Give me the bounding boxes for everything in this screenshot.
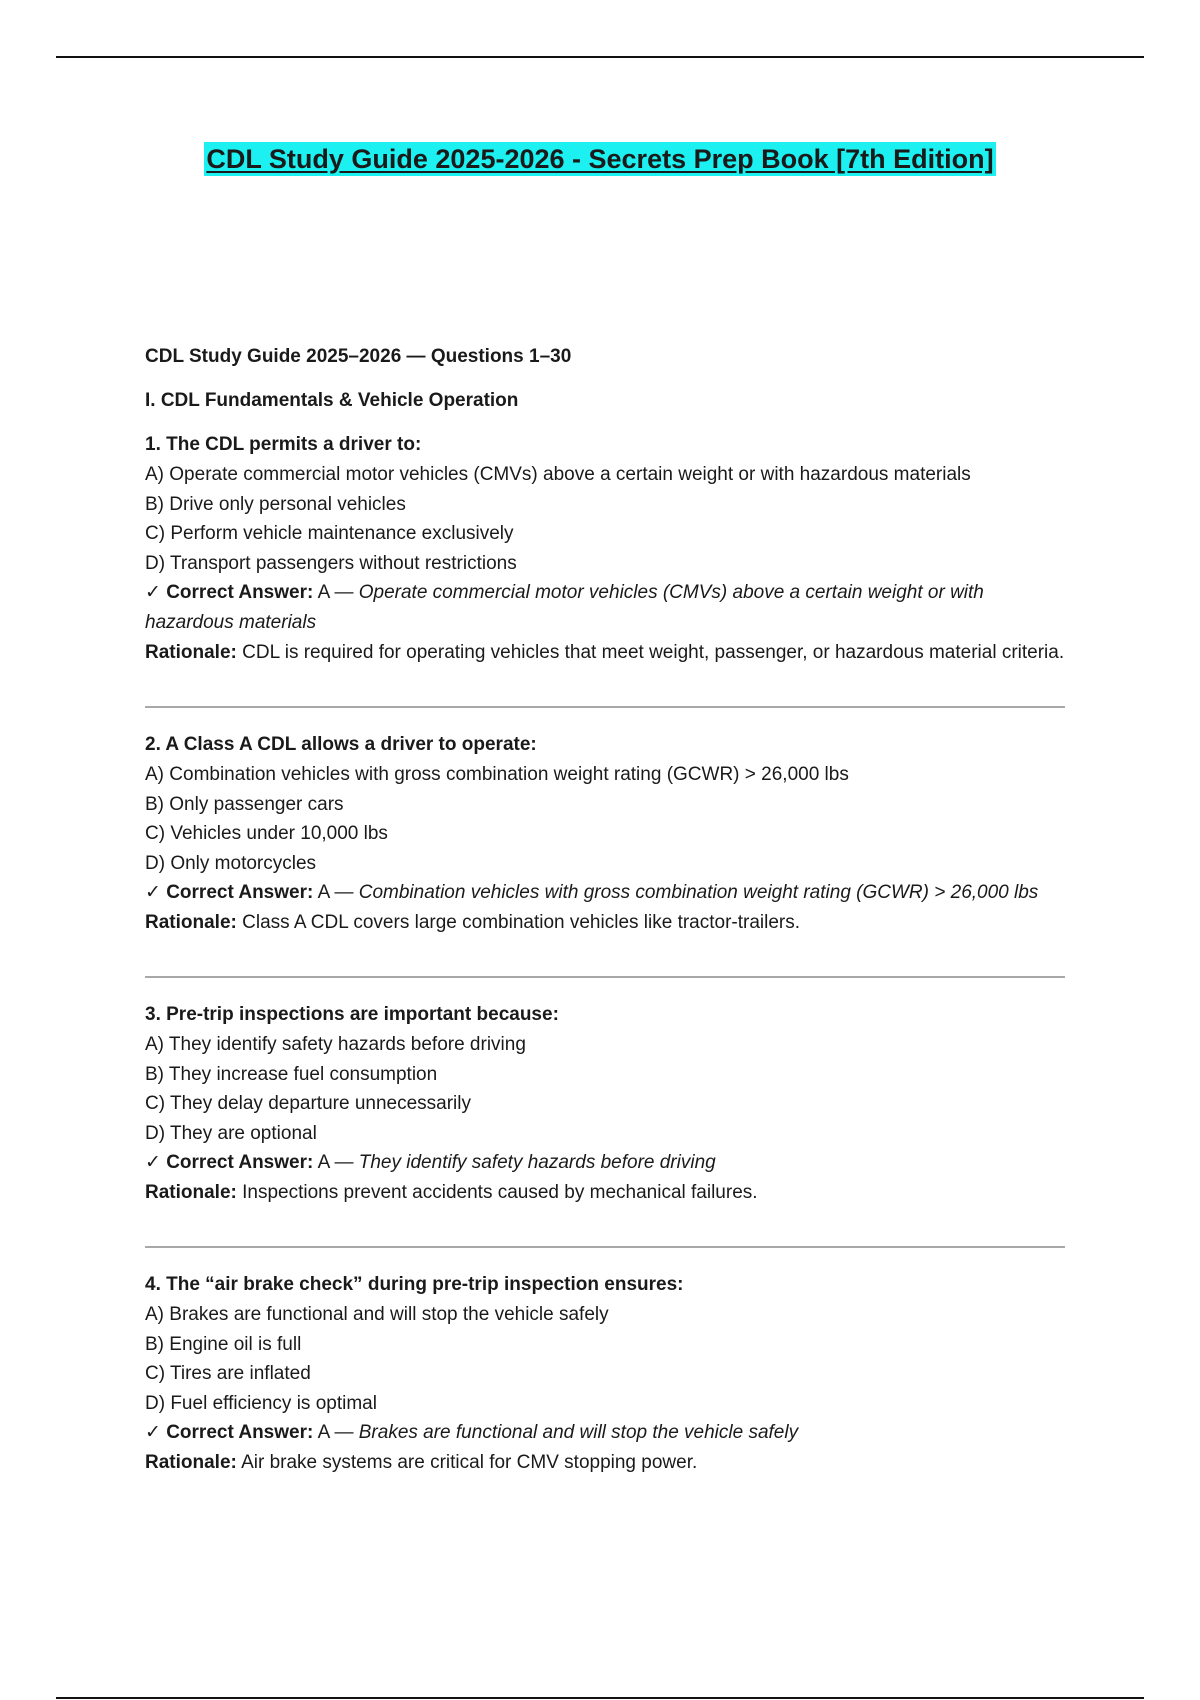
option-d: D) Transport passengers without restrictions xyxy=(145,552,517,574)
rationale xyxy=(145,638,1065,668)
answer-text: They identify safety hazards before driving xyxy=(358,1152,716,1173)
option-a: A) They identify safety hazards before driving xyxy=(145,1034,526,1055)
footer-rule xyxy=(56,1697,1144,1699)
option-a: A) Operate commercial motor vehicles (CMVs) above a certain weight or with hazardous materials xyxy=(145,464,971,485)
document-title xyxy=(0,144,1200,175)
question-1 xyxy=(145,430,1065,668)
answer-dash: — xyxy=(334,1152,354,1173)
question-prompt: 3. Pre-trip inspections are important because: xyxy=(145,1004,559,1025)
option-c: C) Vehicles under 10,000 lbs xyxy=(145,823,388,844)
question-prompt: 1. The CDL permits a driver to: xyxy=(145,434,422,455)
correct-answer xyxy=(145,1148,1065,1178)
check-icon: ✓ xyxy=(145,1152,161,1173)
rationale xyxy=(145,908,1065,938)
question-4 xyxy=(145,1270,1065,1478)
option-d: D) Only motorcycles xyxy=(145,852,317,874)
check-icon: ✓ xyxy=(145,582,161,603)
rationale xyxy=(145,1448,1065,1478)
answer-dash: — xyxy=(334,582,354,603)
option-c: C) Perform vehicle maintenance exclusively xyxy=(145,523,514,544)
header-rule xyxy=(56,56,1144,58)
check-icon: ✓ xyxy=(145,1422,161,1443)
answer-letter: A xyxy=(317,882,330,903)
answer-text: Brakes are functional and will stop the vehicle safely xyxy=(358,1422,799,1443)
answer-letter: A xyxy=(317,1152,330,1173)
option-d: D) Fuel efficiency is optimal xyxy=(145,1392,377,1414)
rationale-text: Air brake systems are critical for CMV stopping power. xyxy=(241,1452,698,1473)
document-body xyxy=(145,342,1065,1478)
correct-answer xyxy=(145,878,1065,908)
rationale-label: Rationale: xyxy=(145,912,237,933)
answer-text: Operate commercial motor vehicles (CMVs) above a certain weight or with hazardous materials xyxy=(145,582,984,633)
option-d: D) They are optional xyxy=(145,1122,317,1144)
rationale-text: CDL is required for operating vehicles that meet weight, passenger, or hazardous material criteria. xyxy=(242,642,1065,663)
rationale-text: Class A CDL covers large combination vehicles like tractor-trailers. xyxy=(242,912,801,933)
answer-text: Combination vehicles with gross combination weight rating (GCWR) > 26,000 lbs xyxy=(358,882,1039,903)
correct-answer xyxy=(145,578,1065,638)
option-b: B) Drive only personal vehicles xyxy=(145,493,406,515)
rationale-text: Inspections prevent accidents caused by mechanical failures. xyxy=(242,1182,758,1203)
question-divider xyxy=(145,1246,1065,1248)
answer-letter: A xyxy=(317,582,330,603)
answer-dash: — xyxy=(334,882,354,903)
rationale-label: Rationale: xyxy=(145,642,237,663)
correct-answer-label: Correct Answer: xyxy=(166,1422,314,1443)
answer-letter: A xyxy=(317,1422,330,1443)
question-3 xyxy=(145,1000,1065,1208)
correct-answer xyxy=(145,1418,1065,1448)
question-divider xyxy=(145,976,1065,978)
option-b: B) Only passenger cars xyxy=(145,793,344,815)
check-icon: ✓ xyxy=(145,882,161,903)
option-c: C) Tires are inflated xyxy=(145,1363,311,1384)
section-heading: I. CDL Fundamentals & Vehicle Operation xyxy=(145,390,519,411)
option-c: C) They delay departure unnecessarily xyxy=(145,1093,471,1114)
correct-answer-label: Correct Answer: xyxy=(166,882,314,903)
question-divider xyxy=(145,706,1065,708)
question-prompt: 2. A Class A CDL allows a driver to operate: xyxy=(145,734,537,755)
rationale-label: Rationale: xyxy=(145,1452,237,1473)
rationale xyxy=(145,1178,1065,1208)
option-b: B) Engine oil is full xyxy=(145,1333,302,1355)
guide-heading: CDL Study Guide 2025–2026 — Questions 1–30 xyxy=(145,346,572,367)
document-title-text: CDL Study Guide 2025-2026 - Secrets Prep Book [7th Edition] xyxy=(206,144,994,174)
rationale-label: Rationale: xyxy=(145,1182,237,1203)
correct-answer-label: Correct Answer: xyxy=(166,1152,314,1173)
option-b: B) They increase fuel consumption xyxy=(145,1063,438,1085)
correct-answer-label: Correct Answer: xyxy=(166,582,314,603)
question-prompt: 4. The “air brake check” during pre-trip inspection ensures: xyxy=(145,1274,684,1295)
answer-dash: — xyxy=(334,1422,354,1443)
option-a: A) Brakes are functional and will stop the vehicle safely xyxy=(145,1304,609,1325)
option-a: A) Combination vehicles with gross combination weight rating (GCWR) > 26,000 lbs xyxy=(145,764,849,785)
question-2 xyxy=(145,730,1065,938)
